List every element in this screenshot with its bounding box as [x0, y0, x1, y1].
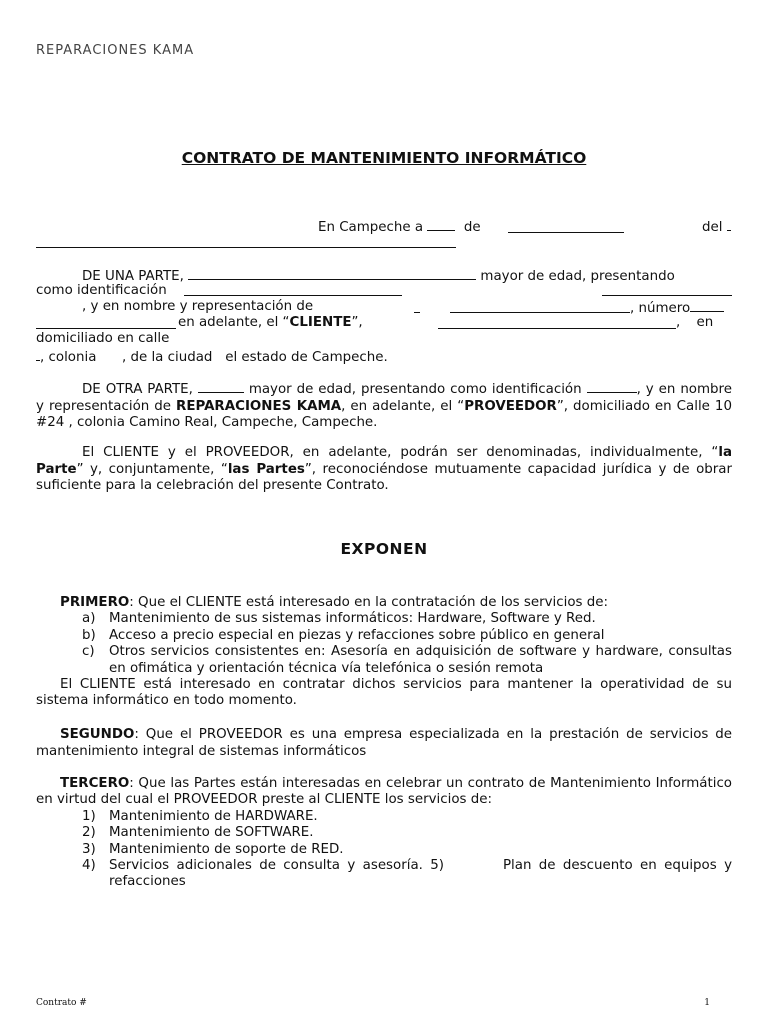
provider-id-blank[interactable]	[587, 380, 637, 393]
footer-page-number: 1	[704, 998, 710, 1008]
date-line: En Campeche a de	[318, 220, 481, 235]
tercero-section: TERCERO: Que las Partes están interesadas en celebrar un contrato de Mantenimiento Informático en virtud del cual el PROVEEDOR preste al CLIENTE los servicios de: 1) Mantenimiento de HARDWARE. 2) Mantenimiento de SOFTWARE. 3) Mantenimiento de soporte de RED. 4) Servicios adicionales de consulta y asesoría. 5) Plan de descuento en equipos y refacciones	[36, 776, 737, 890]
day-blank[interactable]	[427, 218, 455, 231]
segundo-section: SEGUNDO: Que el PROVEEDOR es una empresa especializada en la prestación de servicios de mantenimiento integral de sistemas informáticos	[36, 727, 732, 759]
domicile-blank[interactable]	[438, 316, 676, 329]
year-blank[interactable]	[36, 235, 456, 248]
list-item: 2) Mantenimiento de SOFTWARE.	[82, 825, 314, 841]
party-one-line6: , colonia , de la ciudad el estado de Campeche.	[36, 348, 388, 366]
client-id-blank[interactable]	[184, 283, 402, 296]
list-item: c) Otros servicios consistentes en: Asesoría en adquisición de software y hardware, consultas en ofimática y orientación técnica vía telefónica o sesión remota	[82, 644, 732, 676]
party-one-line5: domiciliado en calle	[36, 331, 170, 346]
list-item: b) Acceso a precio especial en piezas y refacciones sobre público en general	[82, 627, 605, 643]
date-del: del	[702, 218, 731, 236]
document-page	[36, 0, 737, 1024]
represented-blank[interactable]	[450, 300, 630, 313]
party-one-line2: como identificación	[36, 283, 167, 298]
client-id-number-blank[interactable]	[602, 283, 732, 296]
party-one-line1: DE UNA PARTE, mayor de edad, presentando	[82, 269, 675, 284]
primero-section: PRIMERO: Que el CLIENTE está interesado en la contratación de los servicios de: a) Mantenimiento de sus sistemas informáticos: Hardware, Software y Red. b) Acceso a precio especial en piezas y refacciones sobre público en general c) Otros servicios consistentes en: Asesoría en adquisición de software y hardware, consultas en ofimática y orientación técnica vía telefónica o sesión remota El CLIENTE está interesado en contratar dichos servicios para mantener la operatividad de su sistema informático en todo momento.	[36, 595, 732, 709]
month-blank[interactable]	[508, 220, 624, 233]
primero-closing: El CLIENTE está interesado en contratar dichos servicios para mantener la operatividad de su sistema informático en todo momento.	[36, 677, 732, 709]
numero-blank[interactable]	[690, 299, 724, 312]
list-item: a) Mantenimiento de sus sistemas informáticos: Hardware, Software y Red.	[82, 611, 596, 627]
footer-contract-number: Contrato #	[36, 998, 87, 1008]
party-one-en: , en	[676, 315, 714, 330]
list-item: 4) Servicios adicionales de consulta y asesoría. 5) Plan de descuento en equipos y refacciones	[82, 858, 737, 890]
party-one-line4: en adelante, el “CLIENTE”,	[178, 315, 363, 330]
numero-label: , número	[630, 299, 724, 317]
party-one-line3: , y en nombre y representación de	[82, 299, 314, 314]
contract-title: CONTRATO DE MANTENIMIENTO INFORMÁTICO	[181, 149, 587, 167]
party-two-paragraph: DE OTRA PARTE, mayor de edad, presentando como identificación , y en nombre y representación de REPARACIONES KAMA, en adelante, el “PROVEEDOR”, domiciliado en Calle 10 #24 , colonia Camino Real, Campeche, Campeche.	[36, 382, 732, 431]
parties-paragraph: El CLIENTE y el PROVEEDOR, en adelante, podrán ser denominadas, individualmente, “la Parte” y, conjuntamente, “las Partes”, reconociéndose mutuamente capacidad jurídica y de obrar suficiente para la celebración del presente Contrato.	[36, 445, 732, 494]
cliente-blank[interactable]	[36, 316, 176, 329]
list-item: 3) Mantenimiento de soporte de RED.	[82, 841, 344, 857]
provider-name-blank[interactable]	[198, 380, 244, 393]
client-name-blank[interactable]	[188, 267, 476, 280]
exponen-heading: EXPONEN	[340, 540, 428, 558]
company-header: REPARACIONES KAMA	[36, 43, 195, 58]
list-item: 1) Mantenimiento de HARDWARE.	[82, 808, 318, 824]
